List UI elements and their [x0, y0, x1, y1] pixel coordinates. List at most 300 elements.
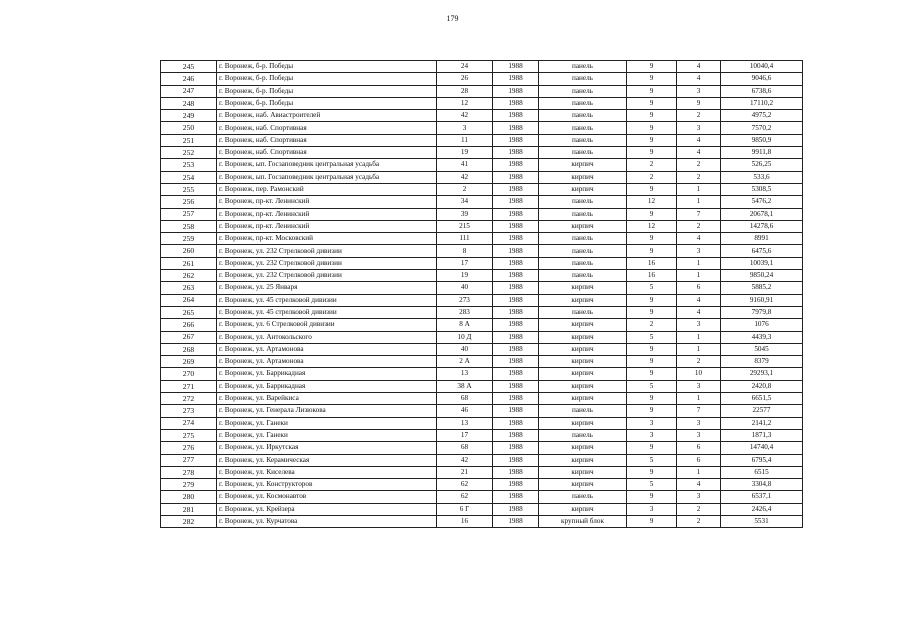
entrances-cell: 4 — [677, 306, 721, 318]
entrances-cell: 2 — [677, 171, 721, 183]
house-number-cell: 273 — [437, 294, 493, 306]
address-cell: г. Воронеж, ул. Генерала Лизюкова — [217, 405, 437, 417]
house-number-cell: 10 Д — [437, 331, 493, 343]
house-number-cell: 42 — [437, 454, 493, 466]
year-cell: 1988 — [493, 442, 539, 454]
table-row — [161, 417, 803, 429]
wall-material-cell: панель — [539, 306, 627, 318]
house-number-cell: 62 — [437, 491, 493, 503]
area-cell: 5885,2 — [721, 282, 803, 294]
table-row — [161, 257, 803, 269]
area-cell: 20678,1 — [721, 208, 803, 220]
table-row — [161, 134, 803, 146]
area-cell: 2141,2 — [721, 417, 803, 429]
year-cell: 1988 — [493, 405, 539, 417]
house-number-cell: 42 — [437, 171, 493, 183]
floors-cell: 9 — [627, 134, 677, 146]
wall-material-cell: кирпич — [539, 343, 627, 355]
row-number: 255 — [161, 183, 217, 195]
entrances-cell: 7 — [677, 208, 721, 220]
table-row — [161, 454, 803, 466]
wall-material-cell: панель — [539, 270, 627, 282]
wall-material-cell: панель — [539, 134, 627, 146]
table-row — [161, 97, 803, 109]
house-number-cell: 11 — [437, 134, 493, 146]
entrances-cell: 4 — [677, 61, 721, 73]
address-cell: г. Воронеж, б-р. Победы — [217, 97, 437, 109]
table-row — [161, 233, 803, 245]
row-number: 263 — [161, 282, 217, 294]
floors-cell: 5 — [627, 454, 677, 466]
year-cell: 1988 — [493, 110, 539, 122]
wall-material-cell: панель — [539, 405, 627, 417]
area-cell: 5308,5 — [721, 183, 803, 195]
row-number: 249 — [161, 110, 217, 122]
house-number-cell: 34 — [437, 196, 493, 208]
floors-cell: 9 — [627, 208, 677, 220]
area-cell: 3304,8 — [721, 479, 803, 491]
year-cell: 1988 — [493, 515, 539, 527]
entrances-cell: 4 — [677, 147, 721, 159]
year-cell: 1988 — [493, 171, 539, 183]
floors-cell: 16 — [627, 257, 677, 269]
floors-cell: 16 — [627, 270, 677, 282]
entrances-cell: 3 — [677, 319, 721, 331]
row-number: 245 — [161, 61, 217, 73]
year-cell: 1988 — [493, 294, 539, 306]
area-cell: 6738,6 — [721, 85, 803, 97]
year-cell: 1988 — [493, 491, 539, 503]
address-cell: г. Воронеж, ул. Курчатова — [217, 515, 437, 527]
area-cell: 8379 — [721, 356, 803, 368]
year-cell: 1988 — [493, 233, 539, 245]
house-number-cell: 38 А — [437, 380, 493, 392]
year-cell: 1988 — [493, 257, 539, 269]
entrances-cell: 4 — [677, 134, 721, 146]
house-number-cell: 17 — [437, 429, 493, 441]
house-number-cell: 19 — [437, 270, 493, 282]
entrances-cell: 1 — [677, 257, 721, 269]
entrances-cell: 6 — [677, 442, 721, 454]
row-number: 257 — [161, 208, 217, 220]
entrances-cell: 6 — [677, 454, 721, 466]
year-cell: 1988 — [493, 196, 539, 208]
row-number: 251 — [161, 134, 217, 146]
wall-material-cell: панель — [539, 110, 627, 122]
area-cell: 2420,8 — [721, 380, 803, 392]
address-cell: г. Воронеж, ул. Крейзера — [217, 503, 437, 515]
row-number: 256 — [161, 196, 217, 208]
entrances-cell: 6 — [677, 282, 721, 294]
entrances-cell: 2 — [677, 503, 721, 515]
house-number-cell: 17 — [437, 257, 493, 269]
row-number: 247 — [161, 85, 217, 97]
house-number-cell: 283 — [437, 306, 493, 318]
address-cell: г. Воронеж, ул. 6 Стрелковой дивизии — [217, 319, 437, 331]
row-number: 252 — [161, 147, 217, 159]
year-cell: 1988 — [493, 97, 539, 109]
table-row — [161, 282, 803, 294]
table-row — [161, 220, 803, 232]
entrances-cell: 4 — [677, 233, 721, 245]
house-number-cell: 28 — [437, 85, 493, 97]
table-row — [161, 294, 803, 306]
area-cell: 5476,2 — [721, 196, 803, 208]
row-number: 260 — [161, 245, 217, 257]
row-number: 253 — [161, 159, 217, 171]
area-cell: 17110,2 — [721, 97, 803, 109]
area-cell: 10039,1 — [721, 257, 803, 269]
entrances-cell: 3 — [677, 122, 721, 134]
year-cell: 1988 — [493, 343, 539, 355]
wall-material-cell: кирпич — [539, 356, 627, 368]
floors-cell: 5 — [627, 479, 677, 491]
house-number-cell: 13 — [437, 417, 493, 429]
table-row — [161, 442, 803, 454]
entrances-cell: 10 — [677, 368, 721, 380]
area-cell: 6651,5 — [721, 393, 803, 405]
wall-material-cell: панель — [539, 196, 627, 208]
address-cell: г. Воронеж, ул. 25 Января — [217, 282, 437, 294]
floors-cell: 9 — [627, 442, 677, 454]
floors-cell: 12 — [627, 196, 677, 208]
area-cell: 533,6 — [721, 171, 803, 183]
area-cell: 6475,6 — [721, 245, 803, 257]
table-row — [161, 331, 803, 343]
entrances-cell: 4 — [677, 294, 721, 306]
entrances-cell: 2 — [677, 356, 721, 368]
entrances-cell: 1 — [677, 270, 721, 282]
year-cell: 1988 — [493, 368, 539, 380]
floors-cell: 9 — [627, 466, 677, 478]
year-cell: 1988 — [493, 245, 539, 257]
entrances-cell: 1 — [677, 183, 721, 195]
address-cell: г. Воронеж, ып. Госзаповедник центральная усадьба — [217, 159, 437, 171]
row-number: 282 — [161, 515, 217, 527]
floors-cell: 9 — [627, 233, 677, 245]
row-number: 246 — [161, 73, 217, 85]
row-number: 262 — [161, 270, 217, 282]
row-number: 268 — [161, 343, 217, 355]
address-cell: г. Воронеж, ул. Иркутская — [217, 442, 437, 454]
entrances-cell: 2 — [677, 515, 721, 527]
wall-material-cell: кирпич — [539, 220, 627, 232]
address-cell: г. Воронеж, ул. Ганеки — [217, 429, 437, 441]
address-cell: г. Воронеж, ул. 45 стрелковой дивизии — [217, 306, 437, 318]
house-number-cell: 8 А — [437, 319, 493, 331]
row-number: 271 — [161, 380, 217, 392]
floors-cell: 9 — [627, 85, 677, 97]
row-number: 248 — [161, 97, 217, 109]
house-number-cell: 68 — [437, 442, 493, 454]
row-number: 280 — [161, 491, 217, 503]
area-cell: 8991 — [721, 233, 803, 245]
row-number: 266 — [161, 319, 217, 331]
table-row — [161, 405, 803, 417]
house-number-cell: 3 — [437, 122, 493, 134]
wall-material-cell: кирпич — [539, 380, 627, 392]
house-number-cell: 2 — [437, 183, 493, 195]
floors-cell: 9 — [627, 393, 677, 405]
house-number-cell: 16 — [437, 515, 493, 527]
floors-cell: 9 — [627, 122, 677, 134]
address-cell: г. Воронеж, ул. 45 стрелковой дивизии — [217, 294, 437, 306]
address-cell: г. Воронеж, наб. Авиастроителей — [217, 110, 437, 122]
area-cell: 9850,9 — [721, 134, 803, 146]
address-cell: г. Воронеж, ул. Антокольского — [217, 331, 437, 343]
wall-material-cell: панель — [539, 85, 627, 97]
floors-cell: 9 — [627, 147, 677, 159]
entrances-cell: 1 — [677, 343, 721, 355]
floors-cell: 9 — [627, 306, 677, 318]
wall-material-cell: панель — [539, 73, 627, 85]
floors-cell: 9 — [627, 61, 677, 73]
year-cell: 1988 — [493, 220, 539, 232]
house-number-cell: 13 — [437, 368, 493, 380]
wall-material-cell: панель — [539, 61, 627, 73]
entrances-cell: 3 — [677, 417, 721, 429]
year-cell: 1988 — [493, 429, 539, 441]
area-cell: 9160,91 — [721, 294, 803, 306]
table-row — [161, 183, 803, 195]
entrances-cell: 3 — [677, 380, 721, 392]
entrances-cell: 7 — [677, 405, 721, 417]
table-row — [161, 479, 803, 491]
wall-material-cell: панель — [539, 147, 627, 159]
entrances-cell: 1 — [677, 393, 721, 405]
wall-material-cell: панель — [539, 208, 627, 220]
address-cell: г. Воронеж, ул. Артамонова — [217, 356, 437, 368]
wall-material-cell: кирпич — [539, 454, 627, 466]
house-number-cell: 46 — [437, 405, 493, 417]
year-cell: 1988 — [493, 208, 539, 220]
table-row — [161, 466, 803, 478]
entrances-cell: 1 — [677, 331, 721, 343]
address-cell: г. Воронеж, пер. Рамонский — [217, 183, 437, 195]
table-row — [161, 159, 803, 171]
area-cell: 6537,1 — [721, 491, 803, 503]
address-cell: г. Воронеж, ул. Артамонова — [217, 343, 437, 355]
wall-material-cell: кирпич — [539, 442, 627, 454]
table-row — [161, 503, 803, 515]
wall-material-cell: панель — [539, 491, 627, 503]
wall-material-cell: панель — [539, 429, 627, 441]
table-row — [161, 393, 803, 405]
area-cell: 526,25 — [721, 159, 803, 171]
address-cell: г. Воронеж, пр-кт. Ленинский — [217, 196, 437, 208]
row-number: 273 — [161, 405, 217, 417]
row-number: 275 — [161, 429, 217, 441]
entrances-cell: 3 — [677, 85, 721, 97]
address-cell: г. Воронеж, ул. 232 Стрелковой дивизии — [217, 245, 437, 257]
wall-material-cell: панель — [539, 233, 627, 245]
year-cell: 1988 — [493, 134, 539, 146]
row-number: 279 — [161, 479, 217, 491]
floors-cell: 2 — [627, 171, 677, 183]
area-cell: 6515 — [721, 466, 803, 478]
table-row — [161, 515, 803, 527]
entrances-cell: 3 — [677, 491, 721, 503]
house-number-cell: 21 — [437, 466, 493, 478]
floors-cell: 9 — [627, 356, 677, 368]
area-cell: 9911,8 — [721, 147, 803, 159]
area-cell: 29293,1 — [721, 368, 803, 380]
row-number: 277 — [161, 454, 217, 466]
row-number: 261 — [161, 257, 217, 269]
entrances-cell: 3 — [677, 429, 721, 441]
entrances-cell: 4 — [677, 73, 721, 85]
table-row — [161, 122, 803, 134]
floors-cell: 5 — [627, 380, 677, 392]
year-cell: 1988 — [493, 306, 539, 318]
house-number-cell: 8 — [437, 245, 493, 257]
year-cell: 1988 — [493, 393, 539, 405]
year-cell: 1988 — [493, 466, 539, 478]
address-cell: г. Воронеж, наб. Спортивная — [217, 122, 437, 134]
house-number-cell: 40 — [437, 282, 493, 294]
year-cell: 1988 — [493, 73, 539, 85]
floors-cell: 9 — [627, 368, 677, 380]
area-cell: 7979,8 — [721, 306, 803, 318]
wall-material-cell: кирпич — [539, 183, 627, 195]
wall-material-cell: кирпич — [539, 466, 627, 478]
row-number: 265 — [161, 306, 217, 318]
wall-material-cell: кирпич — [539, 171, 627, 183]
house-number-cell: 26 — [437, 73, 493, 85]
area-cell: 9850,24 — [721, 270, 803, 282]
floors-cell: 3 — [627, 429, 677, 441]
entrances-cell: 4 — [677, 479, 721, 491]
address-cell: г. Воронеж, пр-кт. Ленинский — [217, 220, 437, 232]
floors-cell: 9 — [627, 245, 677, 257]
address-cell: г. Воронеж, наб. Спортивная — [217, 147, 437, 159]
address-cell: г. Воронеж, ул. Баррикадная — [217, 380, 437, 392]
house-number-cell: 215 — [437, 220, 493, 232]
floors-cell: 9 — [627, 515, 677, 527]
house-number-cell: 39 — [437, 208, 493, 220]
house-number-cell: 6 Г — [437, 503, 493, 515]
year-cell: 1988 — [493, 331, 539, 343]
table-row — [161, 306, 803, 318]
area-cell: 7570,2 — [721, 122, 803, 134]
address-cell: г. Воронеж, б-р. Победы — [217, 61, 437, 73]
area-cell: 1076 — [721, 319, 803, 331]
entrances-cell: 2 — [677, 110, 721, 122]
year-cell: 1988 — [493, 282, 539, 294]
address-cell: г. Воронеж, ул. 232 Стрелковой дивизии — [217, 270, 437, 282]
wall-material-cell: кирпич — [539, 393, 627, 405]
wall-material-cell: панель — [539, 245, 627, 257]
wall-material-cell: кирпич — [539, 319, 627, 331]
floors-cell: 9 — [627, 97, 677, 109]
table-row — [161, 343, 803, 355]
table-row — [161, 245, 803, 257]
wall-material-cell: крупный блок — [539, 515, 627, 527]
year-cell: 1988 — [493, 503, 539, 515]
address-cell: г. Воронеж, ул. Керамическая — [217, 454, 437, 466]
house-number-cell: 19 — [437, 147, 493, 159]
floors-cell: 3 — [627, 503, 677, 515]
house-number-cell: 62 — [437, 479, 493, 491]
year-cell: 1988 — [493, 380, 539, 392]
table-row — [161, 110, 803, 122]
wall-material-cell: кирпич — [539, 331, 627, 343]
house-number-cell: 42 — [437, 110, 493, 122]
year-cell: 1988 — [493, 183, 539, 195]
floors-cell: 3 — [627, 417, 677, 429]
row-number: 267 — [161, 331, 217, 343]
area-cell: 6795,4 — [721, 454, 803, 466]
area-cell: 5045 — [721, 343, 803, 355]
address-cell: г. Воронеж, ул. Киселева — [217, 466, 437, 478]
address-cell: г. Воронеж, ул. Космонавтов — [217, 491, 437, 503]
table-row — [161, 270, 803, 282]
house-number-cell: 111 — [437, 233, 493, 245]
house-number-cell: 68 — [437, 393, 493, 405]
entrances-cell: 2 — [677, 159, 721, 171]
table-row — [161, 208, 803, 220]
table-row — [161, 73, 803, 85]
area-cell: 4439,3 — [721, 331, 803, 343]
wall-material-cell: панель — [539, 97, 627, 109]
table-row — [161, 380, 803, 392]
row-number: 272 — [161, 393, 217, 405]
table-row — [161, 491, 803, 503]
year-cell: 1988 — [493, 147, 539, 159]
table-row — [161, 85, 803, 97]
address-cell: г. Воронеж, б-р. Победы — [217, 85, 437, 97]
address-cell: г. Воронеж, пр-кт. Ленинский — [217, 208, 437, 220]
row-number: 270 — [161, 368, 217, 380]
floors-cell: 9 — [627, 491, 677, 503]
house-number-cell: 24 — [437, 61, 493, 73]
entrances-cell: 1 — [677, 466, 721, 478]
row-number: 281 — [161, 503, 217, 515]
address-cell: г. Воронеж, ул. 232 Стрелковой дивизии — [217, 257, 437, 269]
year-cell: 1988 — [493, 417, 539, 429]
wall-material-cell: кирпич — [539, 294, 627, 306]
area-cell: 4975,2 — [721, 110, 803, 122]
table-row — [161, 319, 803, 331]
table-row — [161, 196, 803, 208]
housing-registry-table — [160, 60, 803, 528]
year-cell: 1988 — [493, 270, 539, 282]
address-cell: г. Воронеж, ул. Варейкиса — [217, 393, 437, 405]
floors-cell: 9 — [627, 294, 677, 306]
wall-material-cell: панель — [539, 257, 627, 269]
area-cell: 5531 — [721, 515, 803, 527]
floors-cell: 9 — [627, 405, 677, 417]
floors-cell: 2 — [627, 319, 677, 331]
house-number-cell: 2 А — [437, 356, 493, 368]
entrances-cell: 3 — [677, 245, 721, 257]
wall-material-cell: кирпич — [539, 368, 627, 380]
floors-cell: 9 — [627, 110, 677, 122]
wall-material-cell: кирпич — [539, 479, 627, 491]
address-cell: г. Воронеж, б-р. Победы — [217, 73, 437, 85]
floors-cell: 9 — [627, 343, 677, 355]
row-number: 254 — [161, 171, 217, 183]
year-cell: 1988 — [493, 479, 539, 491]
address-cell: г. Воронеж, ып. Госзаповедник центральная усадьба — [217, 171, 437, 183]
row-number: 264 — [161, 294, 217, 306]
year-cell: 1988 — [493, 85, 539, 97]
floors-cell: 5 — [627, 331, 677, 343]
table-row — [161, 61, 803, 73]
table-row — [161, 171, 803, 183]
wall-material-cell: кирпич — [539, 417, 627, 429]
wall-material-cell: кирпич — [539, 282, 627, 294]
